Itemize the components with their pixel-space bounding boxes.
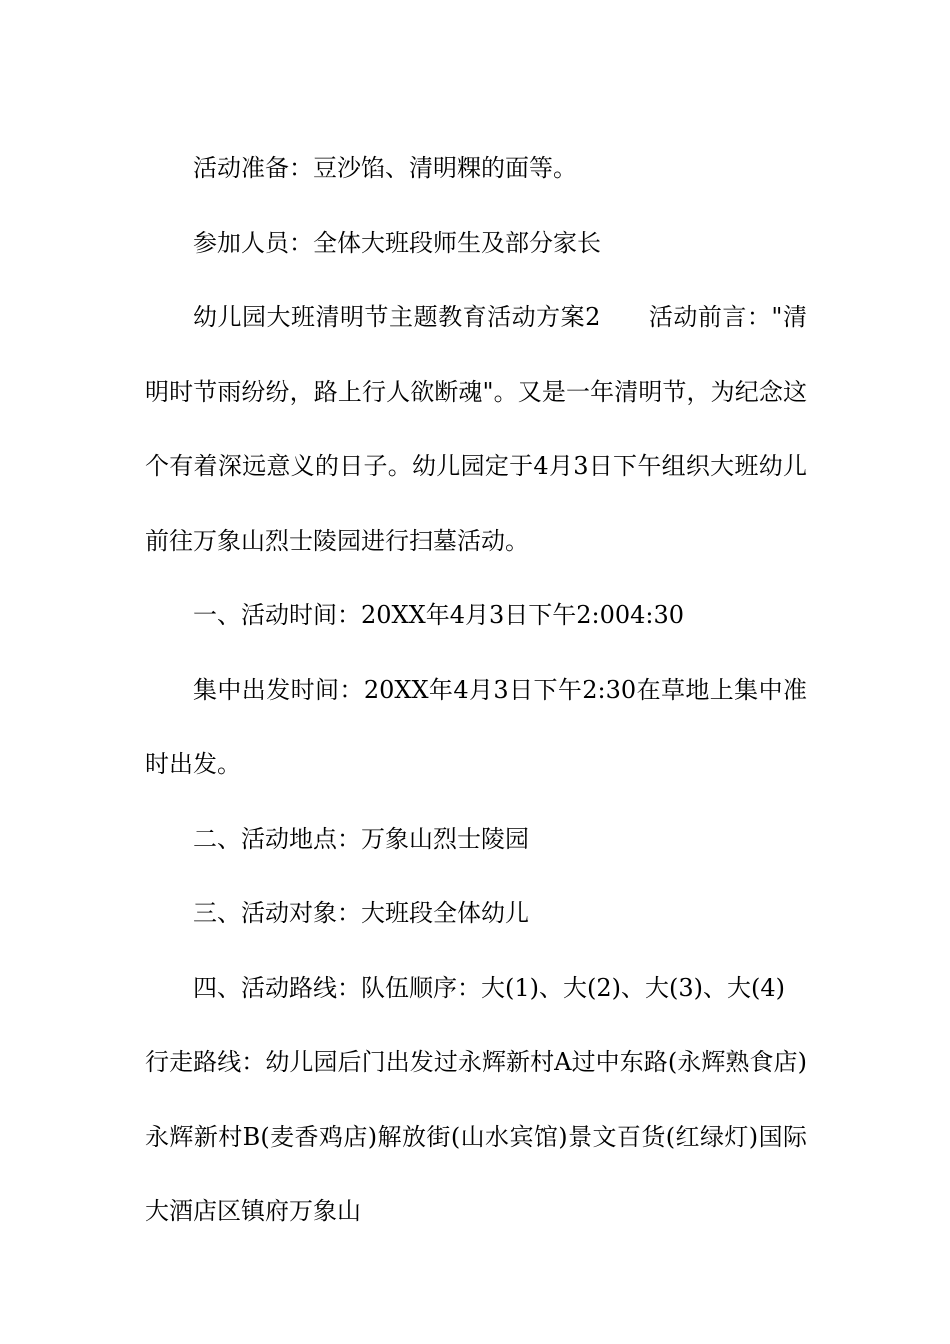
paragraph-participants: 参加人员：全体大班段师生及部分家长 — [193, 228, 601, 257]
document-body — [145, 131, 807, 1249]
plan-title: 幼儿园大班清明节主题教育活动方案2 — [193, 303, 601, 331]
paragraph-activity-target: 三、活动对象：大班段全体幼儿 — [193, 899, 529, 927]
paragraph-activity-location: 二、活动地点：万象山烈士陵园 — [193, 824, 529, 853]
paragraph-activity-time: 一、活动时间：20XX年4月3日下午2:004:30 — [193, 601, 685, 629]
paragraph-preparation: 活动准备：豆沙馅、清明粿的面等。 — [193, 154, 577, 182]
paragraph-activity-route-order: 四、活动路线：队伍顺序：大(1)、大(2)、大(3)、大(4) — [193, 973, 785, 1002]
paragraph-departure-time: 集中出发时间：20XX年4月3日下午2:30在草地上集中准时出发。 — [145, 675, 807, 778]
paragraph-plan-title-and-preface — [145, 280, 807, 578]
paragraph-walking-route: 行走路线：幼儿园后门出发过永辉新村A过中东路(永辉熟食店)永辉新村B(麦香鸡店)解放街(山水宾馆)景文百货(红绿灯)国际大酒店区镇府万象山 — [145, 1048, 807, 1225]
activity-preface: 活动前言："清明时节雨纷纷，路上行人欲断魂"。又是一年清明节，为纪念这个有着深远意义的日子。幼儿园定于4月3日下午组织大班幼儿前往万象山烈士陵园进行扫墓活动。 — [145, 303, 807, 555]
